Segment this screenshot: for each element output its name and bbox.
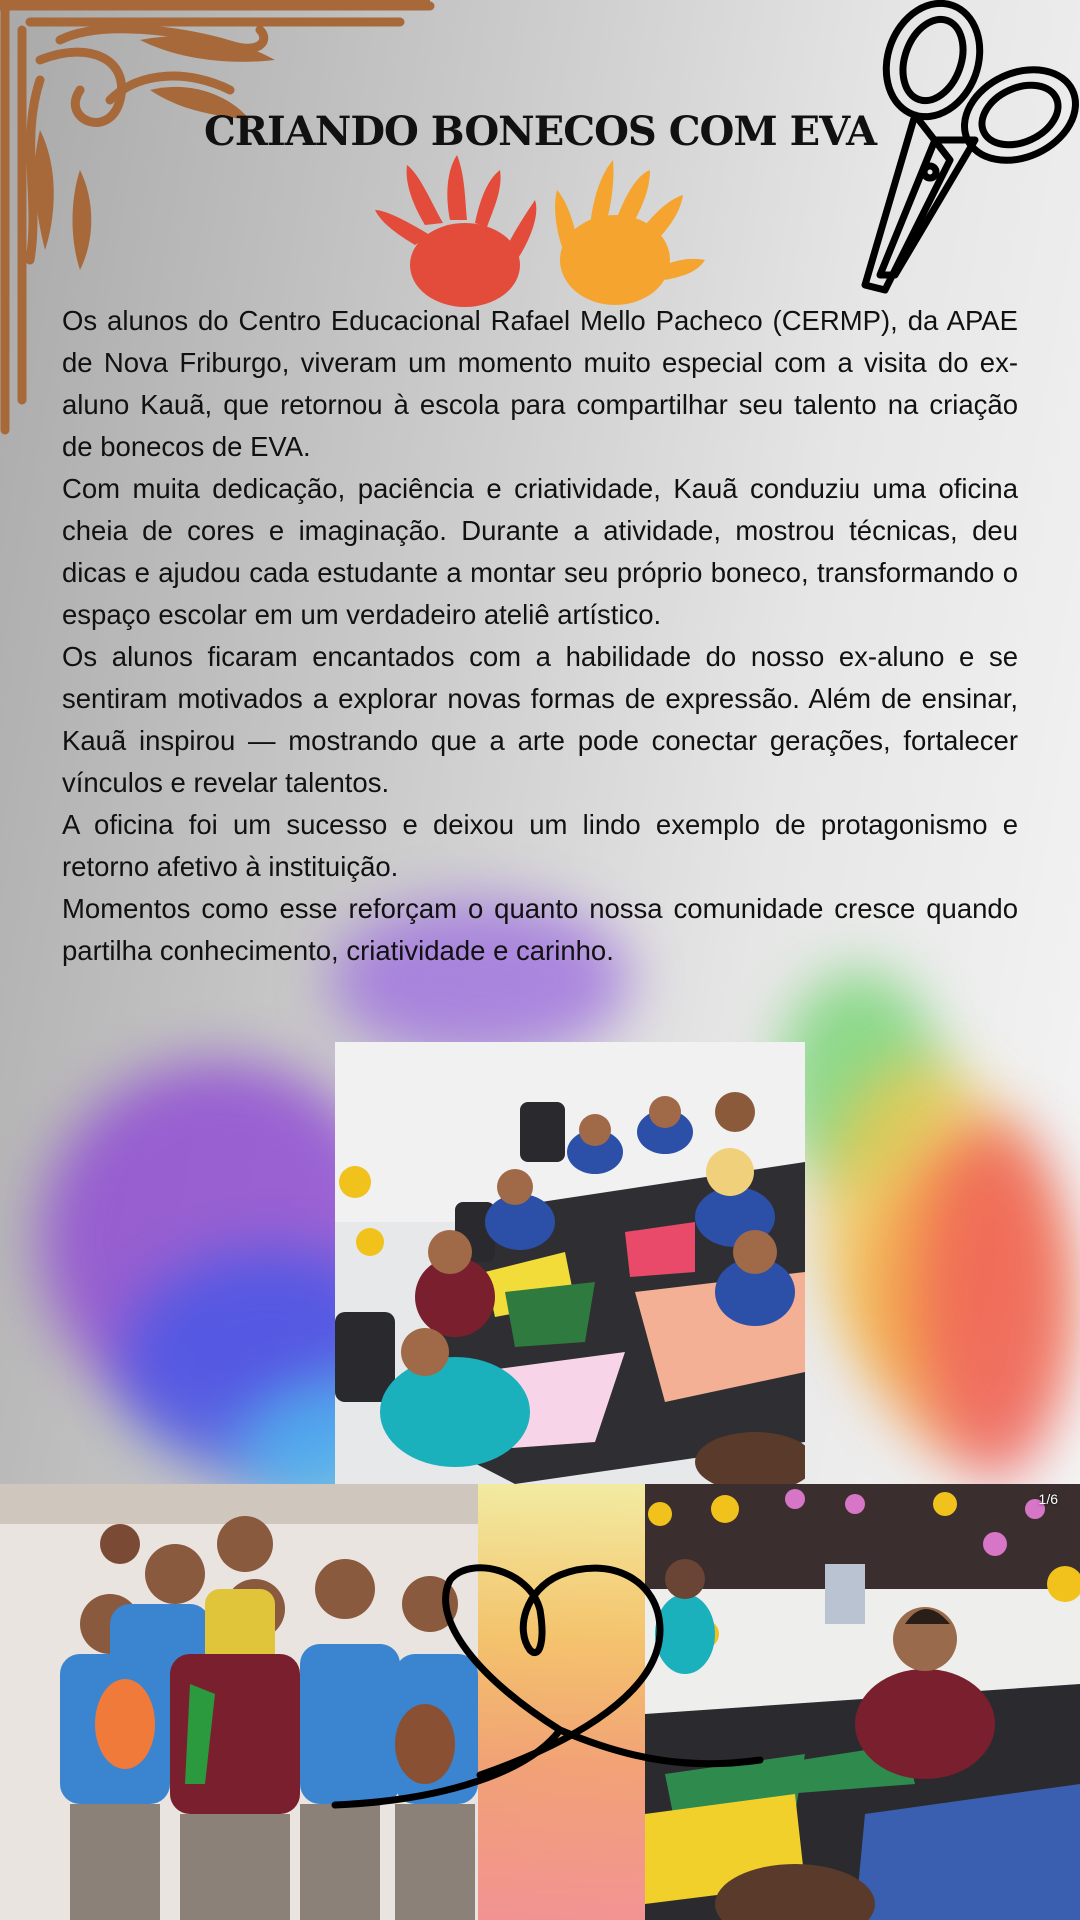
paragraph: Os alunos do Centro Educacional Rafael Mello Pacheco (CERMP), da APAE de Nova Friburgo, viveram um momento muito especial com a visita do ex-aluno Kauã, que retornou à escola para compartilhar seu talento na criação de bonecos de EVA.: [62, 305, 1018, 462]
paragraph: Com muita dedicação, paciência e criatividade, Kauã conduziu uma oficina cheia de cores e imaginação. Durante a atividade, mostrou técnicas, deu dicas e ajudou cada estudante a montar seu próprio boneco, transformando o espaço escolar em um verdadeiro ateliê artístico.: [62, 473, 1018, 630]
photo-workshop-table: [335, 1042, 805, 1484]
photo-counter: 1/6: [1038, 1491, 1058, 1507]
handprint-icon: [375, 155, 705, 310]
page-title: CRIANDO BONECOS COM EVA: [203, 108, 877, 155]
paragraph: Momentos como esse reforçam o quanto nossa comunidade cresce quando partilha conhecimento, criatividade e carinho.: [62, 893, 1018, 966]
article-body: [62, 300, 1018, 972]
paragraph: Os alunos ficaram encantados com a habilidade do nosso ex-aluno e se sentiram motivados a explorar novas formas de expressão. Além de ensinar, Kauã inspirou — mostrando que a arte pode conectar gerações, fortalecer vínculos e revelar talentos.: [62, 641, 1018, 798]
crayon-smear-red: [920, 1120, 1070, 1480]
heart-icon: [330, 1560, 780, 1830]
paragraph: A oficina foi um sucesso e deixou um lindo exemplo de protagonismo e retorno afetivo à instituição.: [62, 809, 1018, 882]
